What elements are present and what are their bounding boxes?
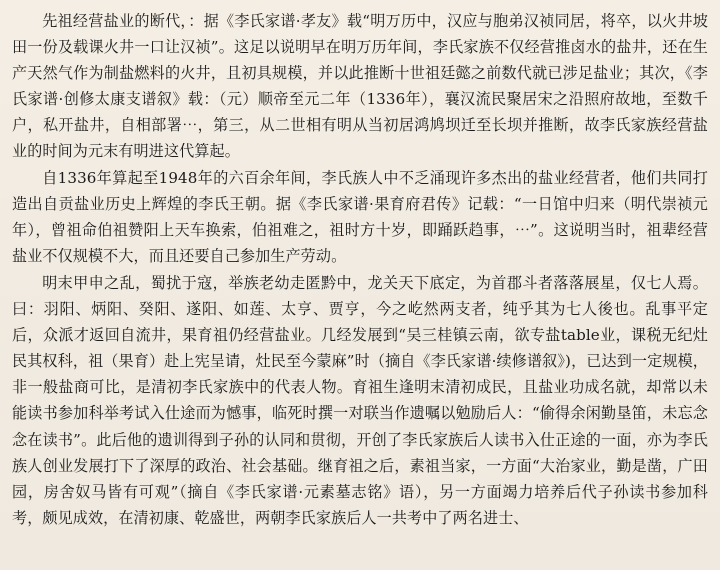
document-body — [12, 8, 708, 531]
paragraph-2: 自1336年算起至1948年的六百余年间，李氏族人中不乏涌现许多杰出的盐业经营者，他们共同打造出自贡盐业历史上辉煌的李氏王朝。据《李氏家谱·果育府君传》记载：“一日馆中归来（明代崇祯元年），曾祖命伯祖赞阳上天车换索，伯祖难之，祖时方十岁，即踊跃趋事，⋯”。这说明当时，祖辈经营盐业不仅规模不大，而且还要自己参加生产劳动。 — [12, 169, 708, 266]
paragraph-3: 明末甲申之乱，蜀扰于寇，举族老幼走匿黔中，龙关天下底定，为首郡斗者落落展星，仅七人焉。曰：羽阳、炳阳、癸阳、遂阳、如莲、太亨、贾亨，今之屹然两支者，纯乎其为七人後也。乱事平定后，众派才返回自流井，果育祖仍经营盐业。几经发展到“吴三桂镇云南，欲专盐table业，课税无纪灶民其权科，祖（果育）赴上宪呈请，灶民至今蒙麻”时（摘自《李氏家谱·续修谱叙》)，已达到一定规模，非一般盐商可比，是清初李氏家族中的代表人物。育祖生逢明末清初成民，且盐业功成名就，却常以未能读书参加科举考试入仕途而为憾事，临死时撰一对联当作遗嘱以勉励后人：“偷得余闲勤垦笛，未忘念念在读书”。此后他的遗训得到子孙的认同和贯彻，开创了李氏家族后人读书入仕正途的一面，亦为李氏族人创业发展打下了深厚的政治、社会基础。继育祖之后，素祖当家，一方面“大治家业，勤是凿，广田园，房舍奴马皆有可观”（摘自《李氏家谱·元素墓志铭》语），另一方面竭力培养后代子孙读书参加科考，颇见成效，在清初康、乾盛世，两朝李氏家族后人一共考中了两名进士、 — [12, 273, 708, 527]
paragraph-1: 先祖经营盐业的断代，：据《李氏家谱·孝友》载“明万历中，汉应与胞弟汉祯同居，将卒，以火井坡田一份及载课火井一口让汉祯”。这足以说明早在明万历年间，李氏家族不仅经营推卤水的盐井，还在生产天然气作为制盐燃料的火井，且初具规模，并以此推断十世祖廷懿之前数代就已涉足盐业；其次，《李氏家谱·创修太康支谱叙》载：（元）顺帝至元二年（1336年），襄汉流民聚居宋之沿照府故地，至数千户，私开盐井，自相部署⋯，第三，从二世相有明从当初居鸿鸠坝迁至长坝并推断，故李氏家族经营盐业的时间为元末有明进这代算起。 — [12, 12, 708, 161]
